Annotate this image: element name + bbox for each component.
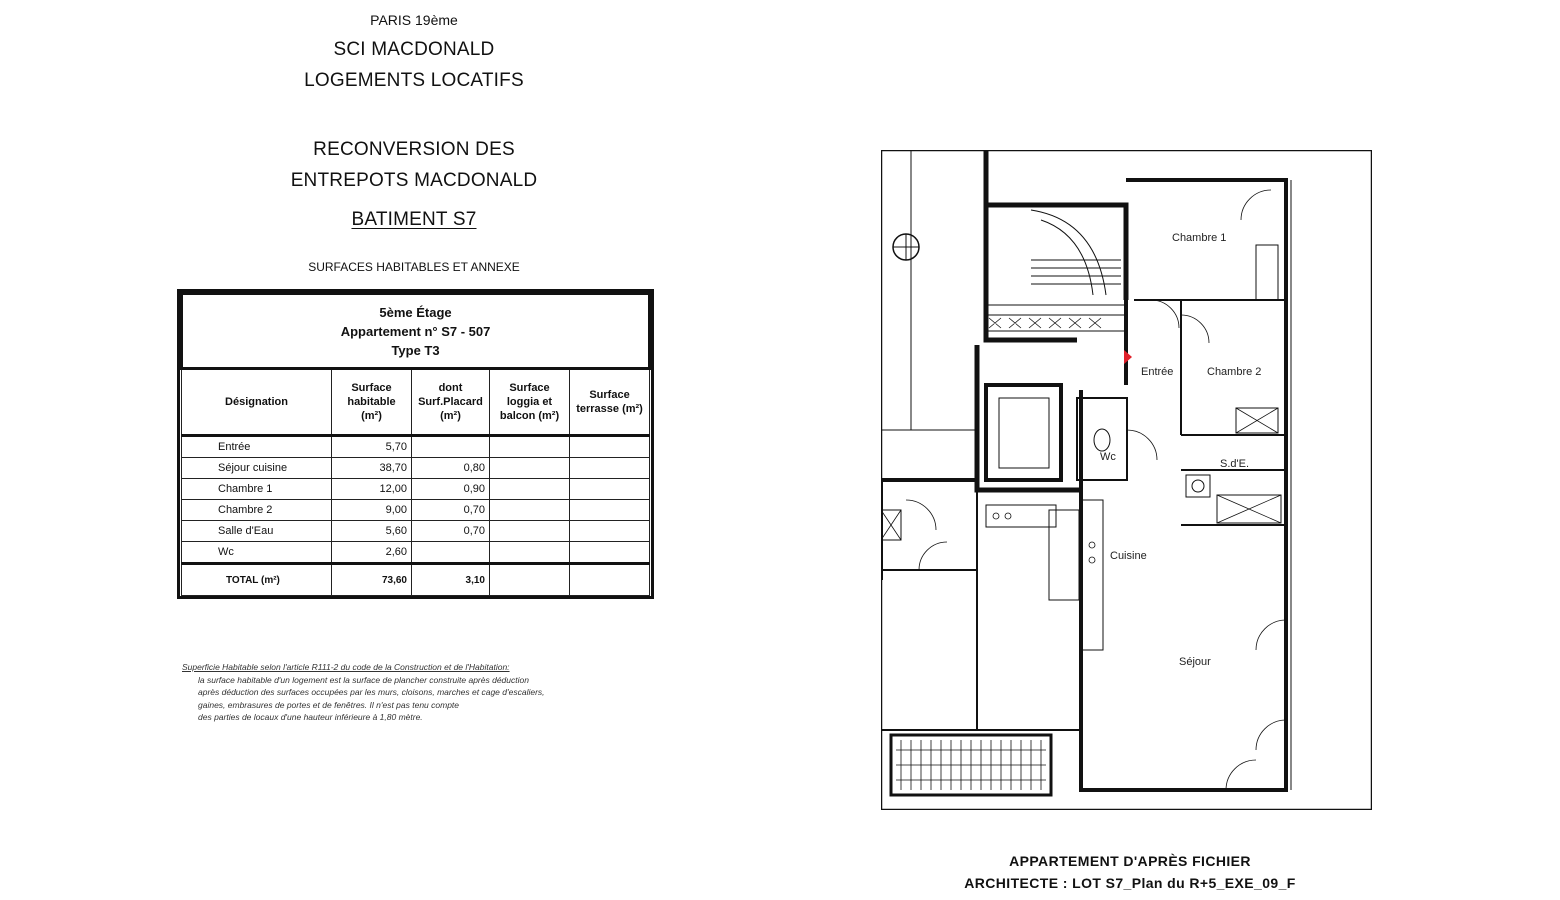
total-placard: 3,10 [412,564,490,596]
caption-line2: ARCHITECTE : LOT S7_Plan du R+5_EXE_09_F [964,875,1296,891]
col-designation: Désignation [182,369,332,436]
floor-plan [881,150,1372,810]
table-title [182,294,650,369]
row-label: Chambre 1 [182,479,332,500]
row-surface: 38,70 [332,458,412,479]
col-placard: dont Surf.Placard (m²) [412,369,490,436]
row-surface: 9,00 [332,500,412,521]
row-placard: 0,80 [412,458,490,479]
header-city: PARIS 19ème [370,12,458,28]
row-placard: 0,90 [412,479,490,500]
row-surface: 12,00 [332,479,412,500]
legal-note-line: des parties de locaux d'une hauteur inférieure à 1,80 mètre. [198,712,423,722]
table-title-floor: 5ème Étage [379,304,452,320]
row-placard [412,542,490,564]
table-row [182,436,650,458]
room-label-cuisine: Cuisine [1110,550,1147,562]
header-project-line2: ENTREPOTS MACDONALD [290,170,538,191]
legal-note-line: la surface habitable d'un logement est la surface de plancher construite après déduction [198,674,529,685]
legal-note-line: gaines, embrasures de portes et de fenêtres. Il n'est pas tenu compte [198,699,460,710]
row-label: Chambre 2 [182,500,332,521]
legal-note [182,661,545,724]
row-surface: 2,60 [332,542,412,564]
col-surface-habitable: Surface habitable (m²) [332,369,412,436]
room-label-sejour: Séjour [1179,656,1211,668]
caption-line1: APPARTEMENT D'APRÈS FICHIER [1009,853,1251,869]
legal-note-line: après déduction des surfaces occupées par les murs, cloisons, marches et cage d'escaliers, [198,687,545,697]
room-label-sde: S.d'E. [1220,458,1250,470]
row-terrasse [570,458,650,479]
table-row [182,479,650,500]
table-row [182,521,650,542]
row-loggia [490,458,570,479]
table-row [182,542,650,564]
row-terrasse [570,436,650,458]
header-project-line1: RECONVERSION DES [313,139,515,160]
col-terrasse: Surface terrasse (m²) [570,369,650,436]
room-label-chambre2: Chambre 2 [1207,366,1262,378]
table-title-apartment: Appartement n° S7 - 507 [340,323,491,339]
row-loggia [490,542,570,564]
row-placard: 0,70 [412,521,490,542]
table-title-type: Type T3 [391,342,440,358]
toilet-icon [1094,429,1110,451]
surface-table [180,292,651,596]
row-loggia [490,521,570,542]
col-loggia: Surface loggia et balcon (m²) [490,369,570,436]
row-terrasse [570,500,650,521]
total-surface: 73,60 [332,564,412,596]
row-label: Entrée [182,436,332,458]
room-label-chambre1: Chambre 1 [1172,232,1227,244]
header-company: SCI MACDONALD [333,39,495,60]
table-total-row [182,564,650,596]
row-loggia [490,436,570,458]
room-label-entree: Entrée [1141,366,1174,378]
header-subtitle: SURFACES HABITABLES ET ANNEXE [308,260,520,274]
table-row [182,458,650,479]
legal-note-title: Superficie Habitable selon l'article R111-2 du code de la Construction et de l'Habitation: [182,662,510,672]
table-row [182,500,650,521]
total-terrasse [570,564,650,596]
row-surface: 5,70 [332,436,412,458]
row-terrasse [570,542,650,564]
row-terrasse [570,479,650,500]
row-terrasse [570,521,650,542]
row-surface: 5,60 [332,521,412,542]
row-label: Séjour cuisine [182,458,332,479]
row-loggia [490,479,570,500]
room-label-wc: Wc [1100,451,1116,463]
washbasin-icon [1186,475,1210,497]
total-label: TOTAL (m²) [182,564,332,596]
row-loggia [490,500,570,521]
total-loggia [490,564,570,596]
header-building: BATIMENT S7 [351,209,477,230]
row-placard [412,436,490,458]
header-program: LOGEMENTS LOCATIFS [304,70,524,91]
row-label: Salle d'Eau [182,521,332,542]
row-placard: 0,70 [412,500,490,521]
row-label: Wc [182,542,332,564]
